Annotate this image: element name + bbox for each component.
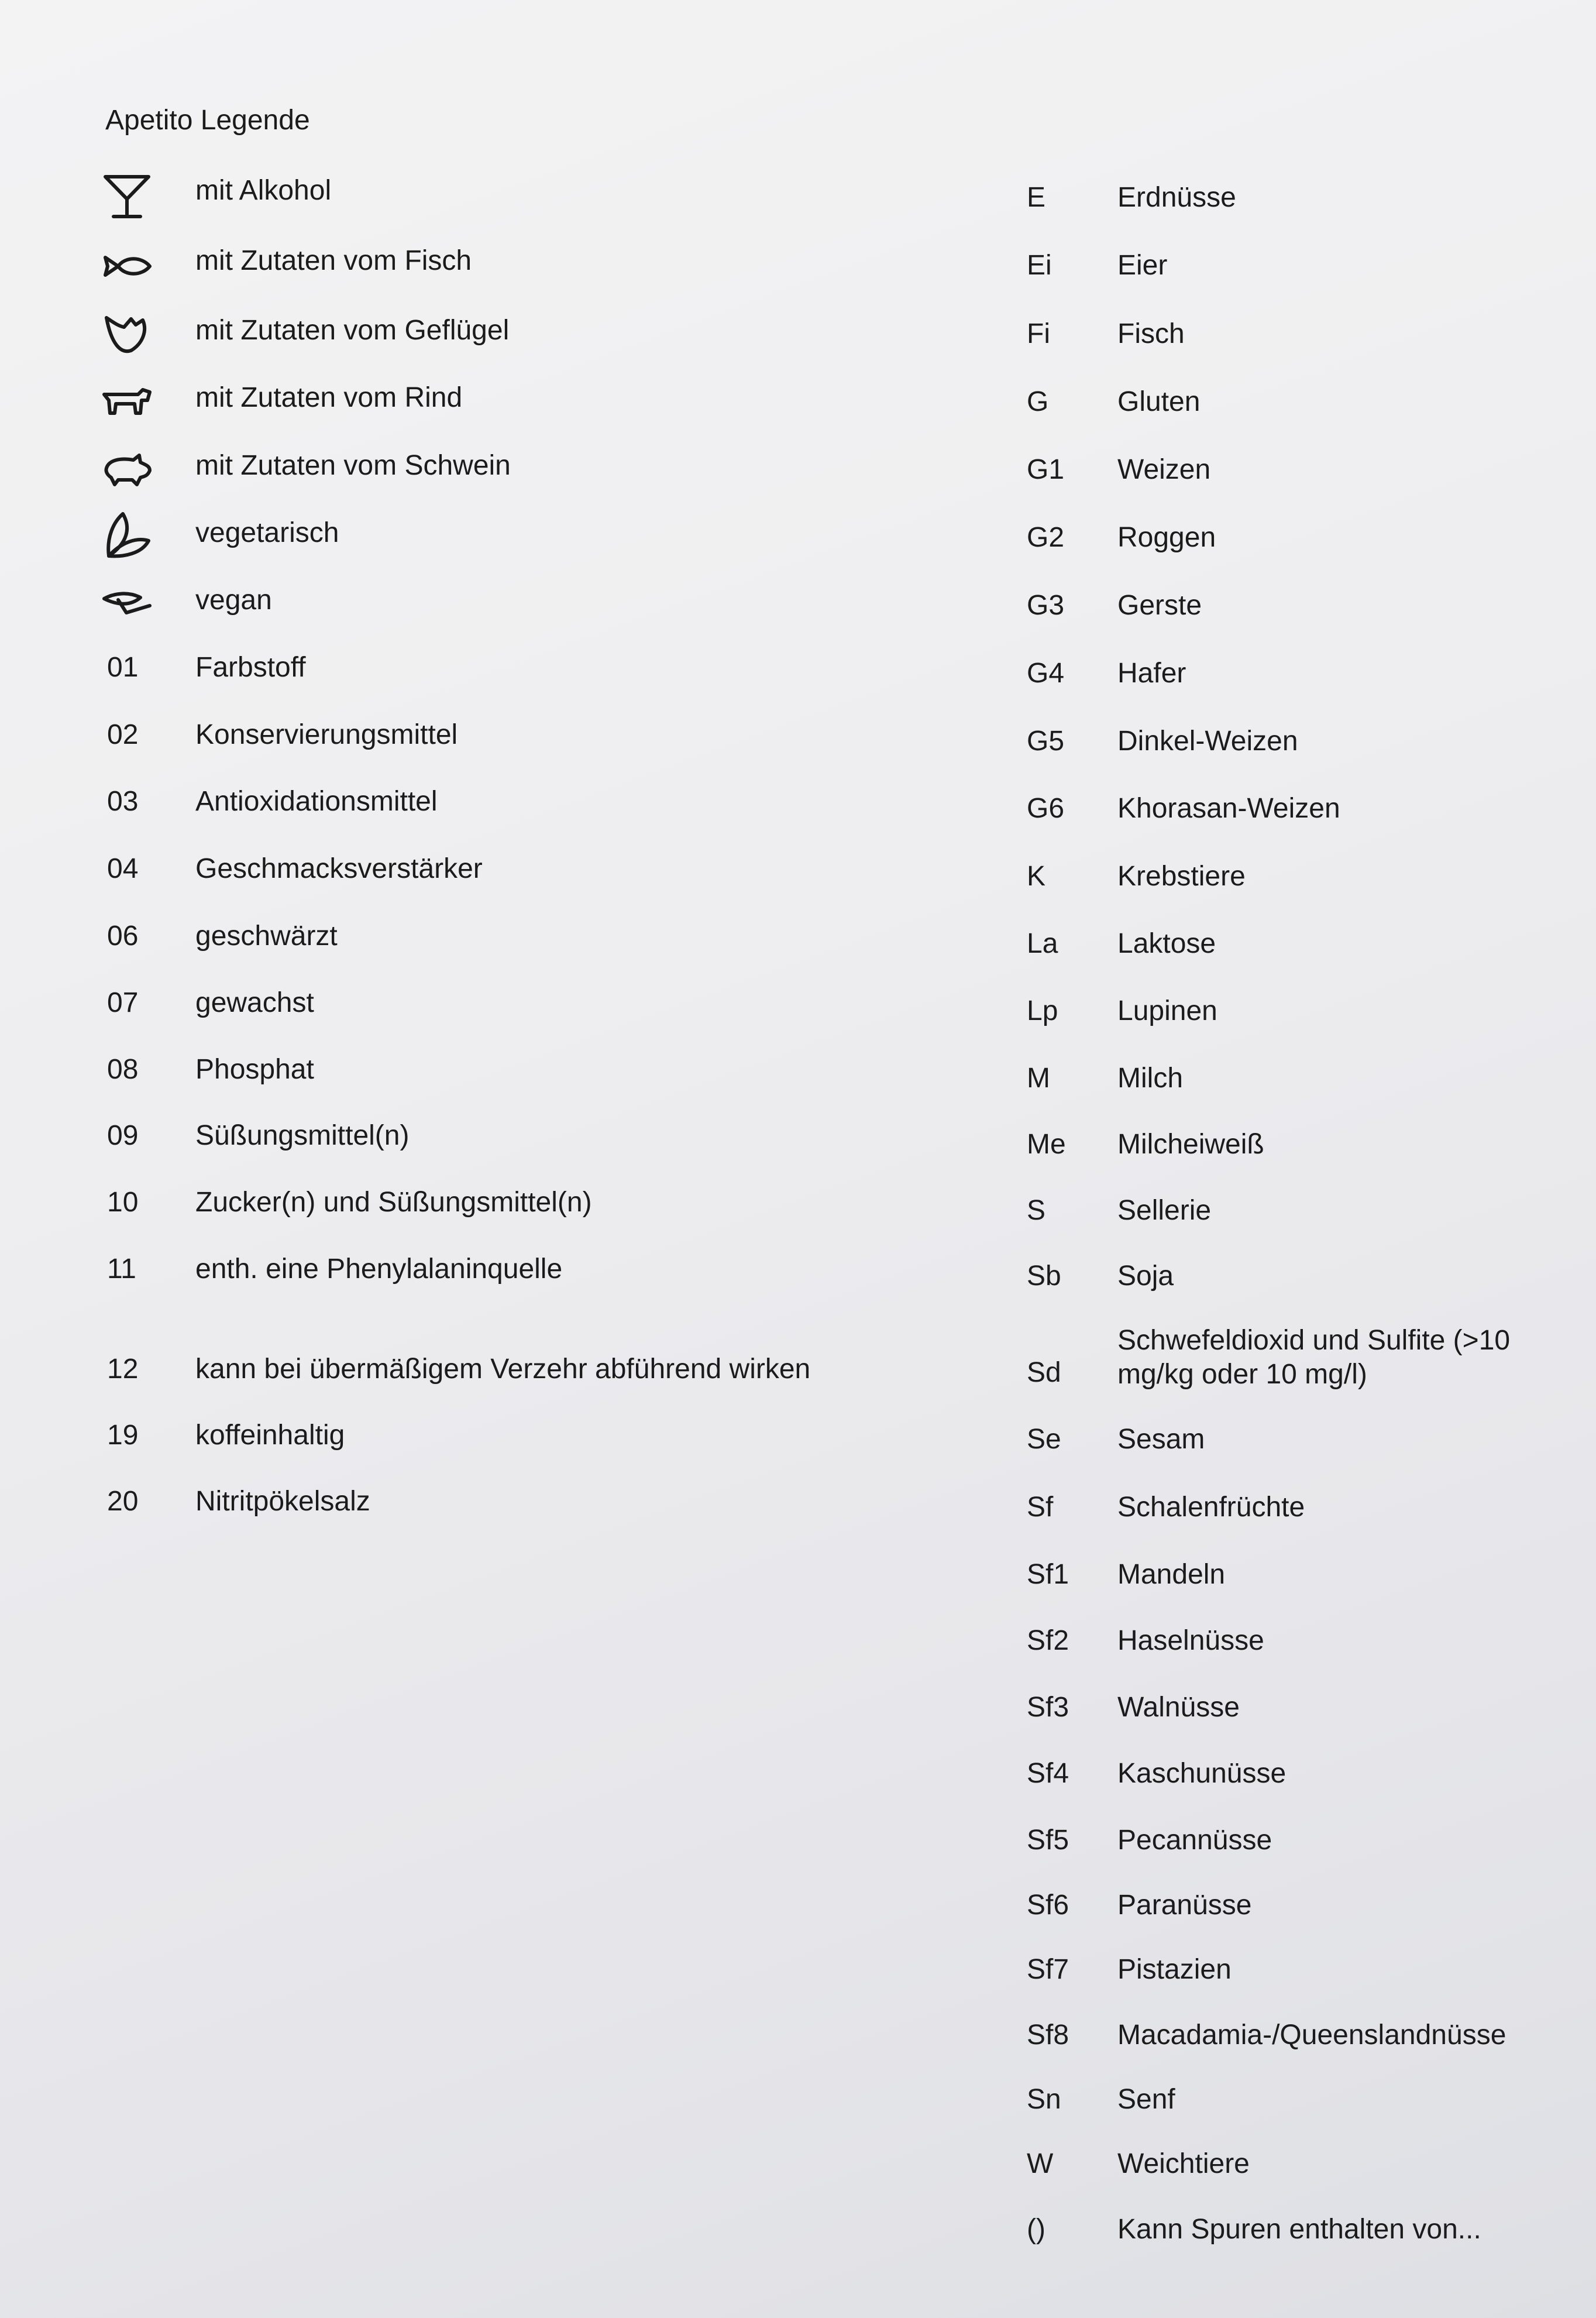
legend-label: Krebstiere [1117,861,1246,892]
legend-label: Hafer [1117,658,1186,689]
legend-label: Senf [1117,2084,1175,2115]
legend-label: geschwärzt [195,921,338,952]
legend-label: Milch [1117,1063,1184,1094]
legend-code: 03 [107,786,139,817]
legend-label: gewachst [195,987,314,1018]
legend-code: G4 [1027,658,1065,689]
legend-label: Antioxidationsmittel [195,786,438,817]
legend-code: 08 [107,1054,139,1085]
legend-code: La [1027,928,1058,959]
legend-code: Sf8 [1027,2020,1069,2051]
legend-label: Pistazien [1117,1954,1232,1985]
legend-code: G [1027,386,1049,417]
legend-label: Sellerie [1117,1195,1212,1226]
legend-label: Zucker(n) und Süßungsmittel(n) [195,1187,592,1218]
legend-label: mit Zutaten vom Fisch [195,245,472,276]
legend-label: Weizen [1117,454,1211,485]
legend-label: Fisch [1117,318,1185,349]
legend-label: Macadamia-/Queenslandnüsse [1117,2020,1506,2051]
legend-label: Gerste [1117,590,1202,621]
legend-code: M [1027,1063,1050,1094]
legend-label: Phosphat [195,1054,314,1085]
legend-label: mit Zutaten vom Rind [195,382,463,413]
legend-label: Walnüsse [1117,1692,1240,1723]
legend-code: S [1027,1195,1046,1226]
legend-code: Sf7 [1027,1954,1069,1985]
chicken-icon [101,307,153,360]
legend-label: mit Zutaten vom Schwein [195,450,511,481]
legend-label: Geschmacksverstärker [195,853,483,884]
legend-label: Süßungsmittel(n) [195,1120,410,1151]
legend-label: Haselnüsse [1117,1625,1264,1656]
legend-label: koffeinhaltig [195,1420,345,1451]
legend-code: Sf6 [1027,1890,1069,1921]
legend-code: Me [1027,1129,1066,1160]
legend-code: Sf3 [1027,1692,1069,1723]
legend-label: Laktose [1117,928,1216,959]
legend-code: 10 [107,1187,139,1218]
legend-code: Sb [1027,1261,1061,1292]
legend-label: Dinkel-Weizen [1117,726,1298,757]
legend-label: kann bei übermäßigem Verzehr abführend wirken [195,1354,811,1385]
legend-code: 20 [107,1486,139,1517]
legend-code: G5 [1027,726,1065,757]
legend-code: 01 [107,652,139,683]
pig-icon [101,444,153,496]
legend-code: 11 [107,1254,136,1285]
page-title: Apetito Legende [105,105,310,136]
legend-code: K [1027,861,1046,892]
legend-code: W [1027,2148,1054,2179]
legend-code: Sn [1027,2084,1061,2115]
legend-code: G3 [1027,590,1065,621]
legend-code: G2 [1027,522,1065,553]
legend-code: E [1027,182,1046,213]
legend-label: Khorasan-Weizen [1117,793,1340,824]
legend-label: Mandeln [1117,1559,1226,1590]
cocktail-glass-icon [101,170,153,222]
legend-label: Farbstoff [195,652,306,683]
legend-code: 07 [107,987,139,1018]
legend-label: Gluten [1117,386,1201,417]
legend-code: 09 [107,1120,139,1151]
legend-code: Se [1027,1424,1061,1455]
leaf-icon [101,508,153,561]
legend-code: () [1027,2214,1045,2245]
legend-code: Lp [1027,995,1058,1026]
legend-label: mit Alkohol [195,175,332,206]
legend-label: Weichtiere [1117,2148,1250,2179]
legend-code: 04 [107,853,139,884]
legend-label: Nitritpökelsalz [195,1486,370,1517]
legend-label: Roggen [1117,522,1216,553]
legend-code: Sf [1027,1492,1054,1523]
legend-code: Sf2 [1027,1625,1069,1656]
legend-code: Fi [1027,318,1050,349]
legend-label: Erdnüsse [1117,182,1236,213]
legend-code: Sf5 [1027,1825,1069,1856]
legend-code: Sf4 [1027,1758,1069,1789]
sprout-icon [101,576,153,629]
legend-code: Sf1 [1027,1559,1069,1590]
fish-icon [101,240,153,293]
legend-label: Kann Spuren enthalten von... [1117,2214,1481,2245]
legend-label: Sesam [1117,1424,1205,1455]
legend-code: Sd [1027,1357,1061,1388]
legend-label-continued: mg/kg oder 10 mg/l) [1117,1359,1367,1390]
legend-code: G1 [1027,454,1065,485]
legend-code: Ei [1027,250,1052,281]
legend-label: Schalenfrüchte [1117,1492,1305,1523]
legend-label: Kaschunüsse [1117,1758,1287,1789]
legend-code: 02 [107,719,139,750]
legend-code: 12 [107,1354,139,1385]
legend-label: Eier [1117,250,1168,281]
legend-label: vegan [195,585,272,616]
cow-icon [101,375,153,427]
legend-label: Pecannüsse [1117,1825,1272,1856]
legend-label: Lupinen [1117,995,1217,1026]
legend-label: Schwefeldioxid und Sulfite (>10 [1117,1325,1511,1356]
legend-code: 19 [107,1420,139,1451]
legend-label: Milcheiweiß [1117,1129,1264,1160]
legend-label: Soja [1117,1261,1174,1292]
legend-label: vegetarisch [195,517,339,548]
legend-label: Paranüsse [1117,1890,1252,1921]
legend-code: G6 [1027,793,1065,824]
legend-label: mit Zutaten vom Geflügel [195,315,510,346]
legend-code: 06 [107,921,139,952]
legend-label: enth. eine Phenylalaninquelle [195,1254,563,1285]
legend-label: Konservierungsmittel [195,719,458,750]
